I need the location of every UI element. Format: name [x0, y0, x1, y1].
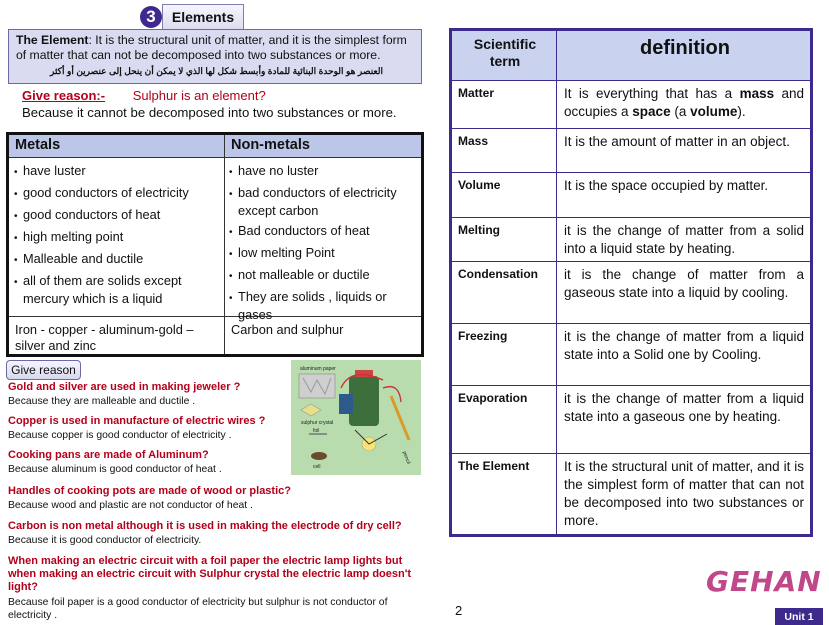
reason-answer: Because they are malleable and ductile . — [8, 396, 196, 407]
section-title: Elements — [162, 4, 244, 30]
term-volume: Volume — [458, 178, 501, 192]
list-item: • all of them are solids except mercury which is a liquid — [14, 273, 219, 307]
def-element: It is the structural unit of matter, and it is the simplest form of matter that can not be decomposed into two substances or more. — [564, 459, 804, 528]
nonmetals-header: Non-metals — [225, 135, 421, 157]
reason-question: Carbon is non metal although it is used in making the electrode of dry cell? — [8, 520, 402, 532]
pic-label-battery: foil — [313, 428, 320, 434]
list-item: • good conductors of electricity — [14, 185, 219, 203]
def-matter: It is everything that has a mass and occupies a space (a volume). — [564, 86, 804, 119]
give-reason-answer: Because it cannot be decomposed into two substances or more. — [22, 105, 397, 120]
element-label: The Element — [16, 33, 89, 47]
list-item: • not malleable or ductile — [229, 267, 419, 285]
def-freezing: it is the change of matter from a liquid state into a Solid one by Cooling. — [564, 329, 804, 362]
list-item: • bad conductors of electricity except carbon — [229, 185, 419, 219]
term-element: The Element — [458, 459, 530, 473]
list-item: • Malleable and ductile — [14, 251, 219, 269]
definition-header: definition — [640, 37, 730, 59]
term-condensation: Condensation — [458, 267, 538, 281]
reason-answer: Because wood and plastic are not conductor of heat . — [8, 500, 253, 511]
element-arabic-text: العنصر هو الوحدة البنائية للمادة وأبسط شكل لها الذي لا يمكن أن ينحل إلى عنصرين أو أكثر — [50, 66, 384, 76]
give-reason-question: Sulphur is an element? — [132, 88, 266, 103]
circuit-experiment-image — [291, 360, 421, 475]
scientific-term-header: Scientific term — [473, 36, 537, 69]
metals-examples: Iron - copper - aluminum-gold –silver and zinc — [15, 322, 194, 353]
reason-question: When making an electric circuit with a foil paper the electric lamp lights but when making an electric circuit with Sulphur crystal the electric lamp doesn't light? — [8, 555, 412, 593]
list-item: • low melting Point — [229, 245, 419, 263]
definitions-table — [449, 28, 813, 537]
metals-list — [14, 163, 219, 311]
reason-question: Copper is used in manufacture of electric wires ? — [8, 415, 266, 427]
pic-label-pencil: pencil — [401, 450, 412, 465]
element-text: : It is the structural unit of matter, and it is the simplest form of matter that can not be decomposed into two substances or more. — [16, 33, 407, 62]
list-item: • high melting point — [14, 229, 219, 247]
reason-answer: Because it is good conductor of electricity. — [8, 535, 202, 546]
term-melting: Melting — [458, 223, 500, 237]
metals-nonmetals-table — [6, 132, 424, 357]
def-mass: It is the amount of matter in an object. — [564, 134, 790, 149]
reason-answer: Because copper is good conductor of electricity . — [8, 430, 232, 441]
pic-label-sulphur: sulphur crystal — [301, 420, 334, 426]
pic-label-foil: aluminum paper — [300, 366, 336, 372]
list-item: • have luster — [14, 163, 219, 181]
brand-logo: GEHAN — [706, 565, 822, 598]
reason-answer: Because foil paper is a good conductor of electricity but sulphur is not conductor of electricity . — [8, 597, 388, 621]
element-definition-box — [8, 29, 422, 84]
unit-badge: Unit 1 — [775, 608, 823, 625]
reason-question: Handles of cooking pots are made of wood or plastic? — [8, 485, 291, 497]
term-freezing: Freezing — [458, 329, 508, 343]
give-reason-label: Give reason:- — [22, 88, 106, 103]
term-evaporation: Evaporation — [458, 391, 528, 405]
page-number: 2 — [455, 603, 463, 618]
nonmetals-examples: Carbon and sulphur — [231, 322, 344, 337]
pic-label-lamp: cell — [313, 464, 321, 470]
def-condensation: it is the change of matter from a gaseous state into a liquid by cooling. — [564, 267, 804, 300]
metals-header: Metals — [9, 135, 224, 157]
reason-question: Gold and silver are used in making jeweler ? — [8, 381, 241, 393]
def-volume: It is the space occupied by matter. — [564, 178, 769, 193]
reason-answer: Because aluminum is good conductor of heat . — [8, 464, 222, 475]
term-matter: Matter — [458, 86, 495, 100]
list-item: • have no luster — [229, 163, 419, 181]
give-reason-badge: Give reason — [6, 360, 81, 380]
list-item: • good conductors of heat — [14, 207, 219, 225]
term-mass: Mass — [458, 134, 489, 148]
nonmetals-list — [229, 163, 419, 327]
def-melting: it is the change of matter from a solid into a liquid state by heating. — [564, 223, 804, 256]
give-reason-sulphur — [22, 88, 266, 103]
section-number-badge: 3 — [140, 6, 162, 28]
def-evaporation: it is the change of matter from a liquid state into a gaseous one by heating. — [564, 391, 804, 424]
reason-question: Cooking pans are made of Aluminum? — [8, 449, 209, 461]
list-item: • They are solids , liquids or gases — [229, 289, 419, 323]
list-item: • Bad conductors of heat — [229, 223, 419, 241]
